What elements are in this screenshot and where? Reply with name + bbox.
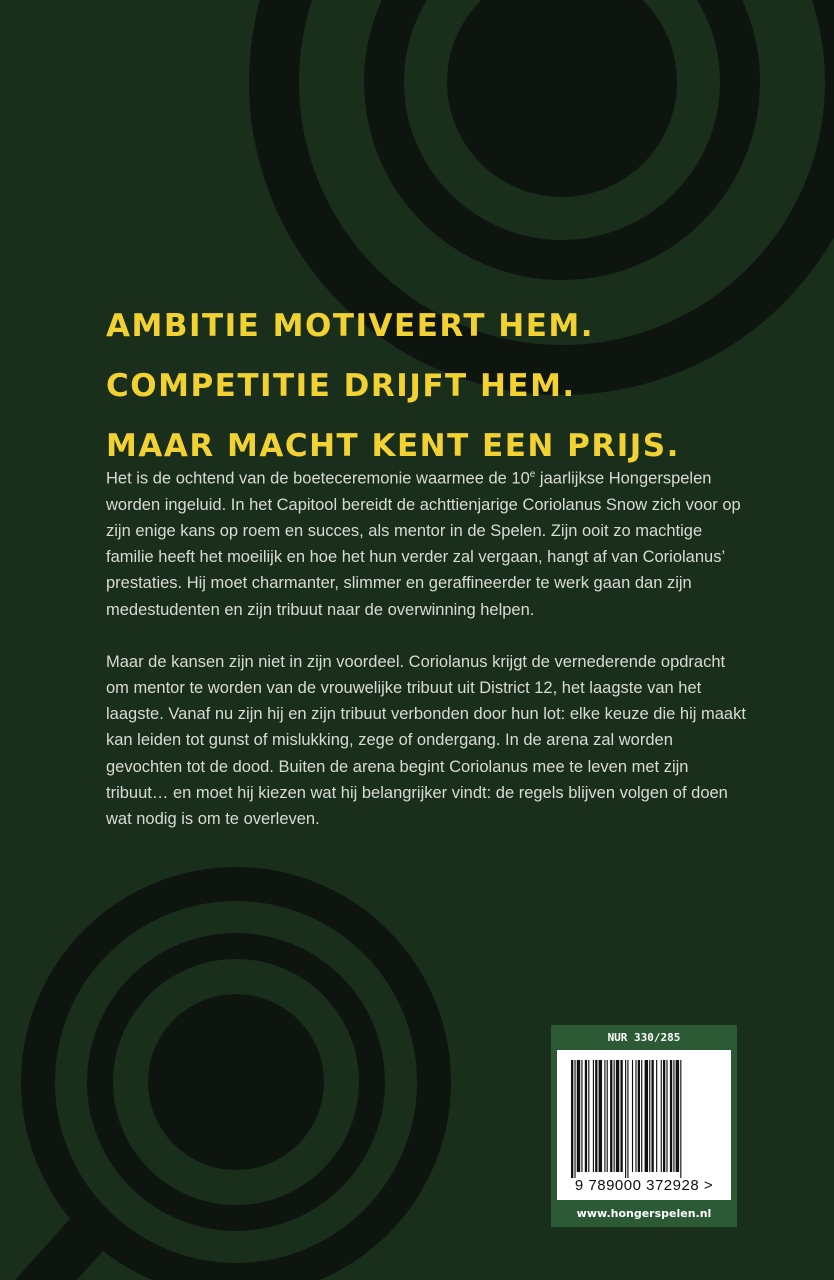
barcode-bar <box>627 1060 628 1178</box>
barcode-bar <box>663 1060 665 1172</box>
barcode-bar <box>661 1060 662 1172</box>
tagline-power: MAAR MACHT KENT EEN PRIJS. <box>106 428 680 464</box>
isbn-number: 9 789000 372928 > <box>574 1177 714 1194</box>
barcode-bar <box>645 1060 648 1172</box>
barcode-bar <box>656 1060 657 1172</box>
barcode-bar <box>604 1060 605 1172</box>
barcode-bar <box>616 1060 619 1172</box>
barcode-bar <box>588 1060 589 1172</box>
barcode-bar <box>649 1060 650 1172</box>
barcode-bar <box>632 1060 633 1172</box>
taglines <box>106 296 680 476</box>
blurb-paragraph-2: Maar de kansen zijn niet in zijn voordeel. Coriolanus krijgt de vernederende opdracht om mentor te worden van de vrouwelijke tribuut uit District 12, het laagste van het laagste. Vanaf nu zijn hij en zijn tribuut verbonden door hun lot: elke keuze die hij maakt kan leiden tot gunst of mislukking, zege of ondergang. In de arena zal worden gevochten tot de dood. Buiten de arena begint Coriolanus mee te leven met zijn tribuut… en moet hij kiezen wat hij belangrijker vindt: de regels blijven volgen of doen wat nodig is om te overleven. <box>106 652 746 828</box>
barcode-area <box>557 1050 731 1200</box>
barcode-bar <box>641 1060 642 1172</box>
p1-text-start: Het is de ochtend van de boeteceremonie waarmee de 10 <box>106 469 530 488</box>
barcode-panel <box>551 1025 737 1227</box>
barcode-bar <box>620 1060 622 1172</box>
barcode-bar <box>676 1060 679 1172</box>
top-ring-core <box>447 0 677 197</box>
p1-text-rest: jaarlijkse Hongerspelen worden ingeluid. In het Capitool bereidt de achttienjarige Coriolanus Snow zich voor op zijn enige kans op roem en succes, als mentor in de Spelen. Zijn ooit zo machtige familie heeft het moeilijk en hoe het hun verder zal vergaan, hangt af van Coriolanus’ prestaties. Hij moet charmanter, slimmer en geraffineerder te werk gaan dan zijn medestudenten en zijn tribuut naar de overwinning helpen. <box>106 469 741 619</box>
blurb-paragraph-1 <box>106 462 746 623</box>
bottom-ring-core <box>148 994 324 1170</box>
nur-code: NUR 330/285 <box>607 1031 681 1044</box>
barcode-bar <box>581 1060 582 1172</box>
website-url: www.hongerspelen.nl <box>576 1207 712 1220</box>
barcode-bar <box>652 1060 654 1172</box>
blurb <box>106 462 746 858</box>
barcode-bar <box>670 1060 672 1172</box>
barcode-bar <box>625 1060 626 1178</box>
barcode-bar <box>593 1060 594 1172</box>
barcode-bar <box>666 1060 667 1172</box>
bottom-ring-handle <box>28 1222 98 1280</box>
barcode-bar <box>607 1060 608 1172</box>
p1-ordinal-superscript: e <box>529 469 536 480</box>
barcode-bar <box>577 1060 580 1172</box>
barcode-bar <box>680 1060 681 1178</box>
barcode-bar <box>610 1060 612 1172</box>
barcode-bar <box>638 1060 640 1172</box>
barcode-bar <box>673 1060 674 1172</box>
tagline-competition: COMPETITIE DRIJFT HEM. <box>106 368 576 404</box>
barcode-bar <box>574 1060 575 1178</box>
tagline-ambition: AMBITIE MOTIVEERT HEM. <box>106 308 595 344</box>
barcode-bar <box>571 1060 573 1178</box>
barcode-bar <box>585 1060 587 1172</box>
barcode-bar <box>599 1060 602 1172</box>
bottom-ring-group <box>28 884 434 1280</box>
barcode-bar <box>635 1060 636 1172</box>
barcode-bar <box>595 1060 597 1172</box>
barcode-bar <box>614 1060 615 1172</box>
